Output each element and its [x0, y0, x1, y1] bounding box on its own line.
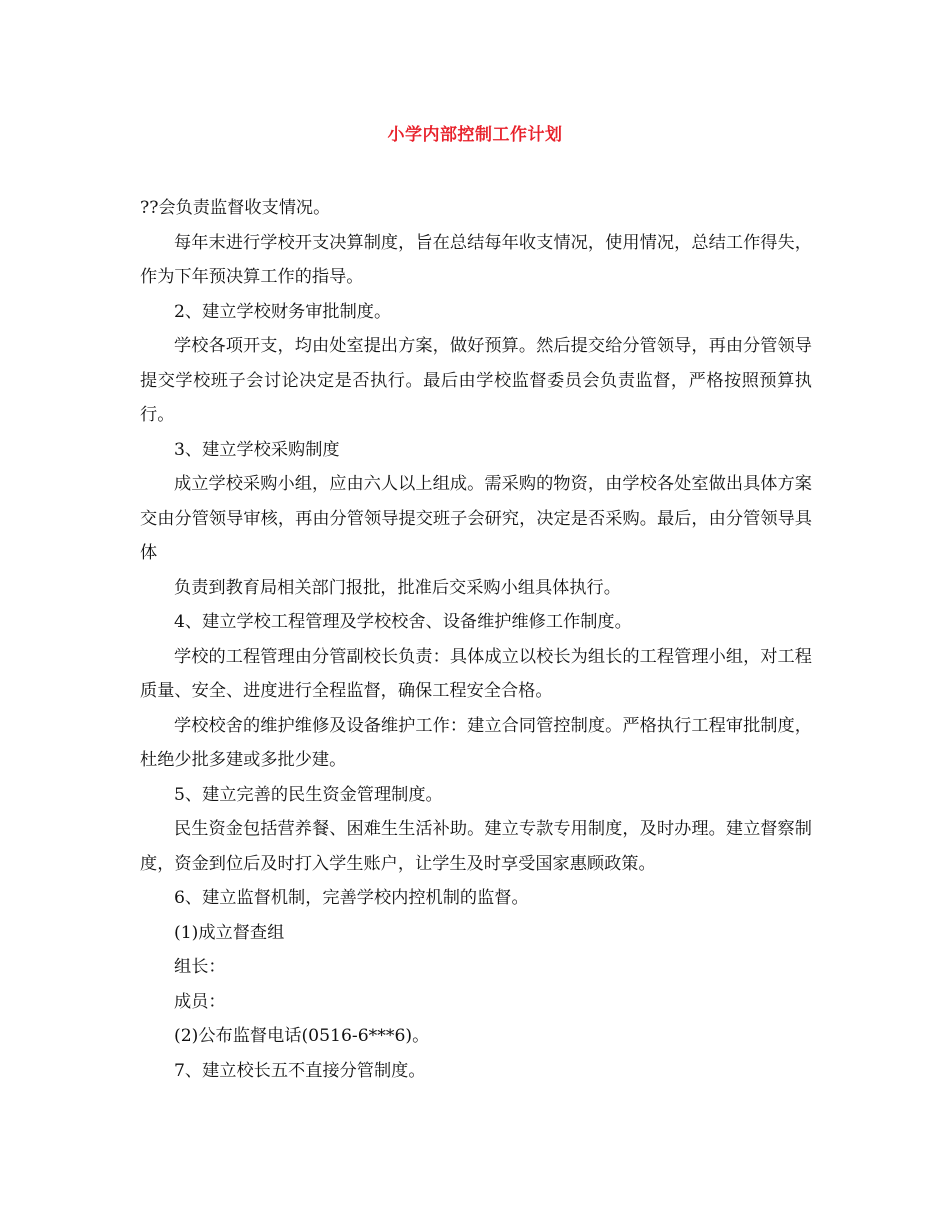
- paragraph: 学校的工程管理由分管副校长负责：具体成立以校长为组长的工程管理小组，对工程质量、安全、进度进行全程监督，确保工程安全合格。: [140, 646, 812, 701]
- paragraph: 成立学校采购小组，应由六人以上组成。需采购的物资，由学校各处室做出具体方案交由分管领导审核，再由分管领导提交班子会研究，决定是否采购。最后，由分管领导具体: [140, 474, 812, 563]
- paragraph: 学校校舍的维护维修及设备维护工作：建立合同管控制度。严格执行工程审批制度，杜绝少批多建或多批少建。: [140, 715, 812, 770]
- list-item: (1)成立督查组: [174, 922, 285, 943]
- paragraph: ??会负责监督收支情况。: [140, 198, 331, 218]
- section-heading: 4、建立学校工程管理及学校校舍、设备维护维修工作制度。: [174, 612, 632, 632]
- paragraph: 每年末进行学校开支决算制度，旨在总结每年收支情况，使用情况，总结工作得失，作为下年预决算工作的指导。: [140, 232, 812, 287]
- paragraph: 负责到教育局相关部门报批，批准后交采购小组具体执行。: [174, 577, 621, 598]
- section-heading: 6、建立监督机制，完善学校内控机制的监督。: [174, 888, 529, 908]
- list-item: 成员：: [174, 991, 226, 1012]
- document-title: 小学内部控制工作计划: [387, 125, 563, 145]
- paragraph: 学校各项开支，均由处室提出方案，做好预算。然后提交给分管领导，再由分管领导提交学校班子会讨论决定是否执行。最后由学校监督委员会负责监督，严格按照预算执行。: [140, 336, 812, 425]
- section-heading: 5、建立完善的民生资金管理制度。: [174, 784, 443, 805]
- section-heading: 3、建立学校采购制度: [174, 439, 340, 460]
- list-item: (2)公布监督电话(0516-6***6)。: [174, 1026, 430, 1046]
- list-item: 组长：: [174, 957, 226, 977]
- section-heading: 7、建立校长五不直接分管制度。: [174, 1060, 426, 1081]
- paragraph: 民生资金包括营养餐、困难生生活补助。建立专款专用制度，及时办理。建立督察制度，资金到位后及时打入学生账户，让学生及时享受国家惠顾政策。: [140, 819, 812, 874]
- document-body: [140, 191, 812, 1088]
- section-heading: 2、建立学校财务审批制度。: [174, 301, 392, 322]
